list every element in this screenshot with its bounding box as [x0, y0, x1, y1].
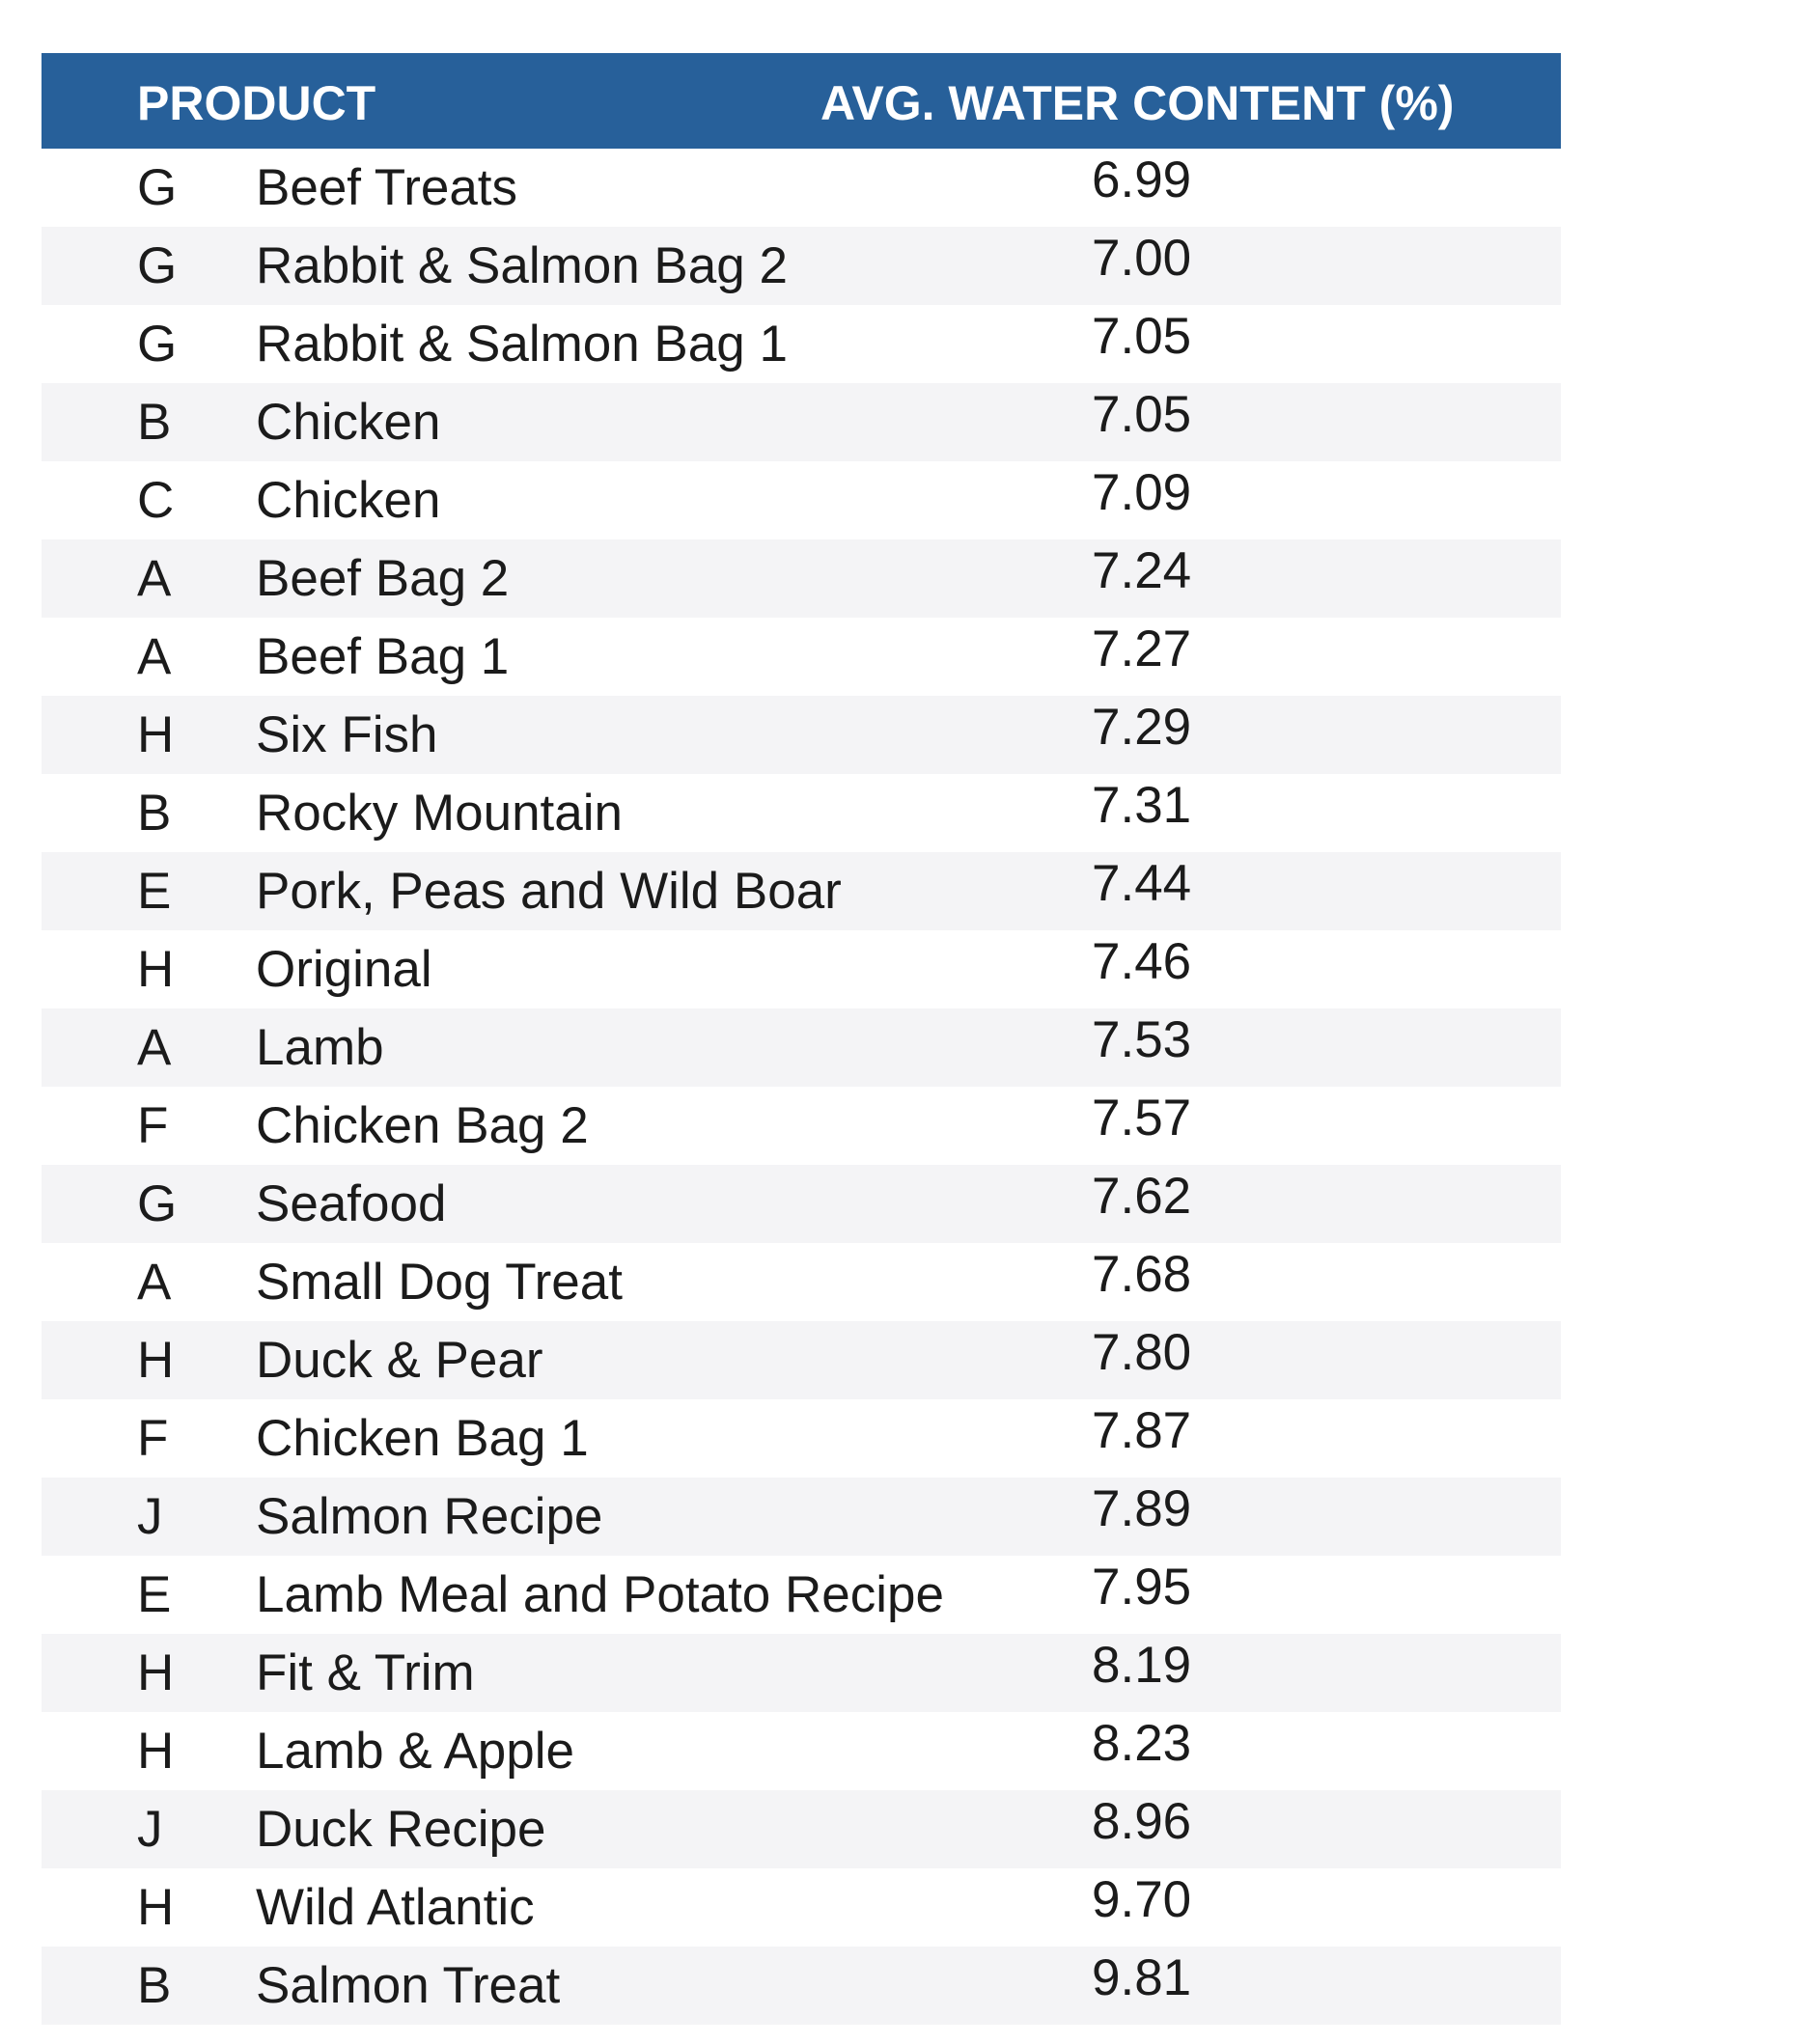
water-content-cell: 7.87 — [1092, 1402, 1192, 1459]
product-name-cell: Salmon Treat — [256, 1957, 561, 2014]
water-content-cell: 7.31 — [1092, 777, 1192, 834]
water-content-cell: 7.27 — [1092, 621, 1192, 677]
table-row — [42, 539, 1561, 618]
product-name-cell: Six Fish — [256, 706, 438, 763]
water-content-table — [42, 53, 1561, 2025]
water-content-cell: 7.09 — [1092, 464, 1192, 521]
brand-cell: E — [137, 863, 172, 920]
product-name-cell: Beef Treats — [256, 159, 518, 216]
water-content-cell: 7.29 — [1092, 699, 1192, 756]
water-content-cell: 7.53 — [1092, 1011, 1192, 1068]
header-product: PRODUCT — [137, 76, 376, 130]
product-name-cell: Salmon Recipe — [256, 1488, 603, 1545]
product-name-cell: Chicken Bag 2 — [256, 1097, 589, 1154]
product-name-cell: Fit & Trim — [256, 1644, 475, 1701]
table-row — [42, 1947, 1561, 2025]
water-content-cell: 9.70 — [1092, 1871, 1192, 1928]
brand-cell: H — [137, 941, 175, 998]
table-row — [42, 1478, 1561, 1556]
water-content-cell: 8.23 — [1092, 1715, 1192, 1772]
table-row — [42, 1243, 1561, 1321]
brand-cell: F — [137, 1410, 169, 1467]
brand-cell: A — [137, 628, 172, 685]
brand-cell: G — [137, 1175, 178, 1232]
brand-cell: A — [137, 1019, 172, 1076]
water-content-cell: 7.05 — [1092, 386, 1192, 443]
header-water-content: AVG. WATER CONTENT (%) — [820, 76, 1455, 130]
product-name-cell: Lamb Meal and Potato Recipe — [256, 1566, 944, 1623]
product-name-cell: Beef Bag 1 — [256, 628, 510, 685]
table-row — [42, 383, 1561, 461]
product-name-cell: Chicken — [256, 472, 441, 529]
water-content-cell: 9.81 — [1092, 1949, 1192, 2006]
product-name-cell: Duck Recipe — [256, 1801, 546, 1858]
table-row — [42, 774, 1561, 852]
product-name-cell: Rabbit & Salmon Bag 2 — [256, 237, 788, 294]
product-name-cell: Seafood — [256, 1175, 447, 1232]
product-name-cell: Wild Atlantic — [256, 1879, 535, 1936]
product-name-cell: Beef Bag 2 — [256, 550, 510, 607]
water-content-cell: 8.19 — [1092, 1637, 1192, 1694]
brand-cell: A — [137, 1254, 172, 1311]
table-row — [42, 149, 1561, 227]
brand-cell: B — [137, 394, 172, 451]
brand-cell: A — [137, 550, 172, 607]
product-name-cell: Chicken — [256, 394, 441, 451]
product-name-cell: Rocky Mountain — [256, 785, 624, 842]
table-row — [42, 1790, 1561, 1868]
brand-cell: H — [137, 1644, 175, 1701]
table-row — [42, 852, 1561, 930]
table-row — [42, 1165, 1561, 1243]
brand-cell: B — [137, 785, 172, 842]
product-name-cell: Chicken Bag 1 — [256, 1410, 589, 1467]
table-row — [42, 618, 1561, 696]
table-row — [42, 696, 1561, 774]
table-row — [42, 1087, 1561, 1165]
brand-cell: C — [137, 472, 175, 529]
brand-cell: F — [137, 1097, 169, 1154]
table-body — [42, 149, 1561, 2025]
table-header — [42, 53, 1561, 149]
product-name-cell: Lamb — [256, 1019, 384, 1076]
table-row — [42, 1634, 1561, 1712]
water-content-cell: 8.96 — [1092, 1793, 1192, 1850]
brand-cell: G — [137, 159, 178, 216]
brand-cell: J — [137, 1488, 163, 1545]
water-content-cell: 6.99 — [1092, 152, 1192, 208]
brand-cell: G — [137, 237, 178, 294]
brand-cell: H — [137, 706, 175, 763]
product-name-cell: Pork, Peas and Wild Boar — [256, 863, 842, 920]
table-row — [42, 1008, 1561, 1087]
table-row — [42, 1868, 1561, 1947]
brand-cell: E — [137, 1566, 172, 1623]
product-name-cell: Duck & Pear — [256, 1332, 543, 1389]
table-row — [42, 1712, 1561, 1790]
water-content-cell: 7.00 — [1092, 230, 1192, 287]
water-content-cell: 7.80 — [1092, 1324, 1192, 1381]
product-name-cell: Original — [256, 941, 432, 998]
table-row — [42, 305, 1561, 383]
table-row — [42, 1556, 1561, 1634]
product-name-cell: Lamb & Apple — [256, 1723, 575, 1780]
table-row — [42, 930, 1561, 1008]
water-content-cell: 7.68 — [1092, 1246, 1192, 1303]
table-row — [42, 227, 1561, 305]
table-row — [42, 461, 1561, 539]
water-content-cell: 7.46 — [1092, 933, 1192, 990]
brand-cell: H — [137, 1879, 175, 1936]
brand-cell: H — [137, 1332, 175, 1389]
brand-cell: J — [137, 1801, 163, 1858]
water-content-cell: 7.62 — [1092, 1168, 1192, 1225]
brand-cell: B — [137, 1957, 172, 2014]
water-content-cell: 7.24 — [1092, 542, 1192, 599]
water-content-cell: 7.95 — [1092, 1559, 1192, 1616]
water-content-cell: 7.89 — [1092, 1480, 1192, 1537]
product-name-cell: Rabbit & Salmon Bag 1 — [256, 316, 788, 373]
table-row — [42, 1399, 1561, 1478]
brand-cell: G — [137, 316, 178, 373]
water-content-cell: 7.44 — [1092, 855, 1192, 912]
brand-cell: H — [137, 1723, 175, 1780]
product-name-cell: Small Dog Treat — [256, 1254, 623, 1311]
water-content-cell: 7.57 — [1092, 1090, 1192, 1146]
water-content-cell: 7.05 — [1092, 308, 1192, 365]
table-row — [42, 1321, 1561, 1399]
